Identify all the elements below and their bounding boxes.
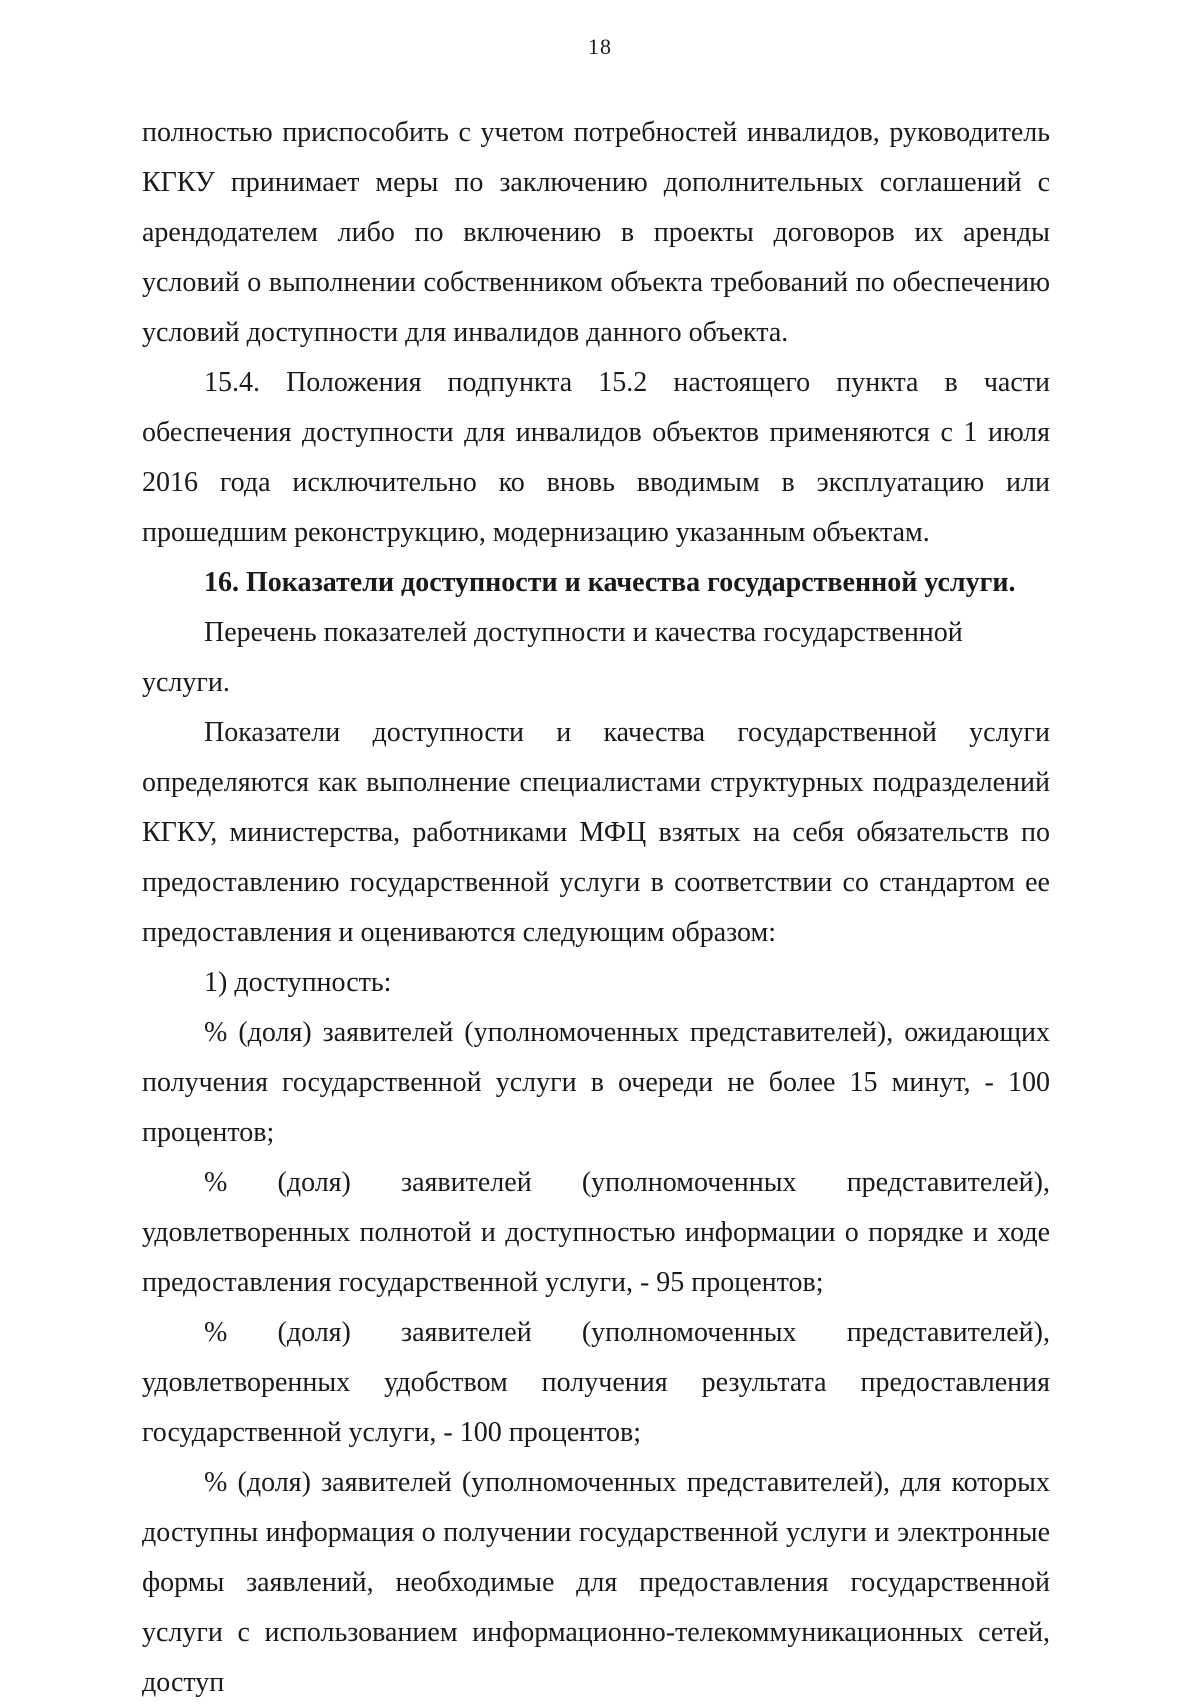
document-body [142, 108, 1050, 1708]
paragraph-indicators-list: Перечень показателей доступности и качества государственной услуги. [142, 617, 963, 698]
indicator-queue-wait: % (доля) заявителей (уполномоченных представителей), ожидающих получения государственной услуги в очереди не более 15 минут, - 100 процентов; [142, 1017, 1050, 1148]
indicator-result-convenience: % (доля) заявителей (уполномоченных представителей), удовлетворенных удобством получения результата предоставления государственной услуги, - 100 процентов; [142, 1317, 1050, 1448]
page-number: 18 [588, 34, 612, 59]
paragraph-15-4: 15.4. Положения подпункта 15.2 настоящего пункта в части обеспечения доступности для инвалидов объектов применяются с 1 июля 2016 года исключительно ко вновь вводимым в эксплуатацию или прошедшим реконструкцию, модернизацию указанным объектам. [142, 367, 1050, 548]
paragraph-continuation: полностью приспособить с учетом потребностей инвалидов, руководитель КГКУ принимает меры по заключению дополнительных соглашений с арендодателем либо по включению в проекты договоров их аренды условий о выполнении собственником объекта требований по обеспечению условий доступности для инвалидов данного объекта. [142, 117, 1050, 348]
paragraph-indicators-definition: Показатели доступности и качества государственной услуги определяются как выполнение специалистами структурных подразделений КГКУ, министерства, работниками МФЦ взятых на себя обязательств по предоставлению государственной услуги в соответствии со стандартом ее предоставления и оцениваются следующим образом: [142, 717, 1050, 948]
section-heading-16: 16. Показатели доступности и качества государственной услуги. [204, 567, 1016, 598]
indicator-info-satisfaction: % (доля) заявителей (уполномоченных представителей), удовлетворенных полнотой и доступностью информации о порядке и ходе предоставления государственной услуги, - 95 процентов; [142, 1167, 1050, 1298]
indicator-online-availability: % (доля) заявителей (уполномоченных представителей), для которых доступны информация о получении государственной услуги и электронные формы заявлений, необходимые для предоставления государственной услуги с использованием информационно-телекоммуникационных сетей, доступ [142, 1467, 1050, 1698]
list-item-accessibility: 1) доступность: [204, 967, 392, 998]
